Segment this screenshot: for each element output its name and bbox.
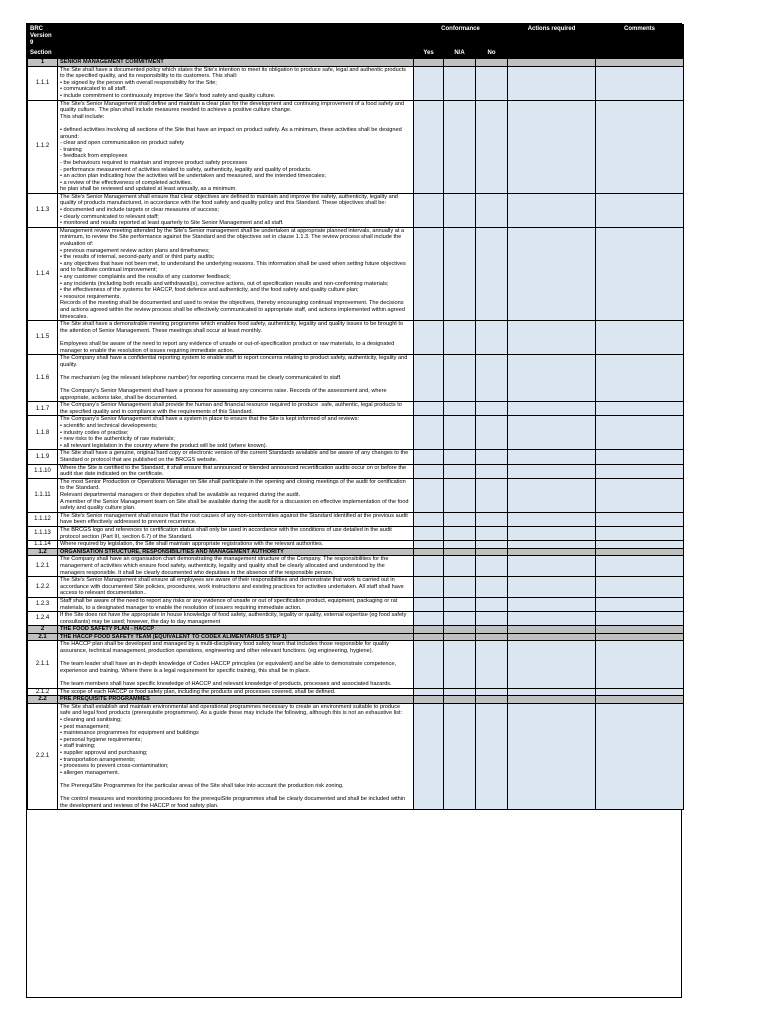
na-cell[interactable] — [444, 193, 476, 227]
requirement-row — [28, 66, 684, 100]
requirement-row — [28, 541, 684, 549]
na-cell[interactable] — [444, 355, 476, 402]
actions-required-cell[interactable] — [508, 577, 596, 598]
clause-number: 1.2.3 — [28, 597, 58, 611]
section-title: ORGANISATION STRUCTURE, RESPONSIBILITIES AND MANAGEMENT AUTHORITY — [58, 548, 414, 556]
actions-required-cell[interactable] — [508, 227, 596, 320]
na-cell[interactable] — [444, 556, 476, 577]
yes-cell[interactable] — [414, 416, 444, 450]
requirement-row — [28, 597, 684, 611]
na-header: N/A — [444, 49, 476, 59]
audit-checklist-sheet — [26, 23, 682, 998]
comments-cell[interactable] — [596, 355, 684, 402]
section-filler-cell — [414, 548, 444, 556]
section-filler-cell — [596, 59, 684, 67]
section-header: Section — [28, 49, 58, 59]
clause-number: 1.2.2 — [28, 577, 58, 598]
comments-cell[interactable] — [596, 402, 684, 416]
no-cell[interactable] — [476, 703, 508, 810]
section-filler-cell — [444, 626, 476, 634]
requirement-row — [28, 612, 684, 626]
section-filler-cell — [414, 626, 444, 634]
no-cell[interactable] — [476, 66, 508, 100]
requirement-text: The Site shall have a genuine, original hard copy or electronic version of the current Standards available and be aware of any changes to the Standard or protocol that are published on the BRCGS website. — [58, 450, 414, 464]
comments-cell[interactable] — [596, 450, 684, 464]
no-cell[interactable] — [476, 641, 508, 688]
clause-number: 1.1.4 — [28, 227, 58, 320]
no-cell[interactable] — [476, 321, 508, 355]
clause-number: 1.1.5 — [28, 321, 58, 355]
section-filler-cell — [508, 59, 596, 67]
na-cell[interactable] — [444, 464, 476, 478]
requirement-row — [28, 402, 684, 416]
requirement-row — [28, 641, 684, 688]
section-filler-cell — [414, 633, 444, 641]
no-cell[interactable] — [476, 355, 508, 402]
requirement-row — [28, 703, 684, 810]
requirement-row — [28, 464, 684, 478]
yes-cell[interactable] — [414, 464, 444, 478]
actions-required-cell[interactable] — [508, 321, 596, 355]
requirement-text: The HACCP plan shall be developed and managed by a multi-disciplinary food safety team that includes those responsible for quality assurance, technical management, production operations, engineering and other relevant functions. (eg engineering, hygiene). The team leader shall have an in-depth knowledge of Codex HACCP principles (or equivalent) and be able to demonstrate competence, experience and training. Where there is a legal requirement for specific training, this shall be in place. The team members shall have specific knowledge of HACCP and relevant knowledge of products, processes and associated hazards. — [58, 641, 414, 688]
na-cell[interactable] — [444, 450, 476, 464]
actions-required-cell[interactable] — [508, 100, 596, 193]
clause-number: 1.2.4 — [28, 612, 58, 626]
actions-required-cell[interactable] — [508, 193, 596, 227]
requirement-row — [28, 321, 684, 355]
actions-required-cell[interactable] — [508, 464, 596, 478]
requirement-text: The Site's Senior Management shall ensure that clear objectives are defined to maintain and improve the safety, authenticity, legality and quality of products manufactured, in accordance with the food safety and quality policy and this Standard. These objectives shall be: • documented and include targets or clear measures of success; • clearly communicated to relevant staff; • monitored and results reported at least quarterly to Site Senior Management and all staff. — [58, 193, 414, 227]
requirement-row — [28, 193, 684, 227]
yes-cell[interactable] — [414, 577, 444, 598]
na-cell[interactable] — [444, 597, 476, 611]
doc-title: BRC Version 9 — [28, 25, 58, 49]
comments-cell[interactable] — [596, 641, 684, 688]
requirement-row — [28, 526, 684, 540]
section-title: PRE PREQUISITE PROGRAMMES — [58, 696, 414, 704]
yes-cell[interactable] — [414, 556, 444, 577]
clause-number: 1.1.9 — [28, 450, 58, 464]
yes-cell[interactable] — [414, 526, 444, 540]
section-number: 2.1 — [28, 633, 58, 641]
checklist-body — [28, 59, 684, 810]
actions-required-cell[interactable] — [508, 597, 596, 611]
yes-cell[interactable] — [414, 641, 444, 688]
clause-number: 2.2.1 — [28, 703, 58, 810]
section-filler-cell — [596, 626, 684, 634]
no-cell[interactable] — [476, 556, 508, 577]
requirement-text: The most Senior Production or Operations Manager on Site shall participate in the opening and closing meetings of the audit for certification to the Standard. Relevant departmental managers or their deputies shall be available as required during the audit. A member of the Senior Management team on Site shall be available during the audit for a discussion on effective implementation of the food safety and quality culture plan. — [58, 478, 414, 512]
comments-cell[interactable] — [596, 703, 684, 810]
clause-number: 1.1.2 — [28, 100, 58, 193]
comments-cell[interactable] — [596, 597, 684, 611]
requirement-row — [28, 227, 684, 320]
yes-cell[interactable] — [414, 450, 444, 464]
clause-number: 2.1.2 — [28, 688, 58, 696]
requirement-text: Management review meeting attended by the Site's Senior management shall be undertaken at appropriate planned intervals, annually at a minimum, to review the Site performance against the Standard and the objectives set in clause 1.1.3. The review process shall include the evaluation of: • previous management review action plans and timeframes; • the results of internal, second-party and/ or third party audits; • any objectives that have not been met, to understand the underlying reasons. This information shall be used when setting future objectives and to facilitate continual improvement; • any customer complaints and the results of any customer feedback; • any incidents (including both recalls and withdrawal(s), corrective actions, out of specification results and non-conforming materials; • the effectiveness of the systems for HACCP, food defence and authenticity, and the food safety and quality culture plan; • resource requirements. Records of the meeting shall be documented and used to revise the objectives, thereby encouraging continual improvement. The decisions and actions agreed within the review process shall be effectively communicated to appropriate staff, and actions implemented within agreed timescales. — [58, 227, 414, 320]
section-number: 1 — [28, 59, 58, 67]
na-cell[interactable] — [444, 66, 476, 100]
blank-header — [596, 49, 684, 59]
requirement-text: The Site shall establish and maintain environmental and operational programmes necessary to create an environment suitable to produce safe and legal food products (prerequisite programmes). As a guide these may include the following, although this is not an exhaustive list: • cleaning and sanitising; • pest management; • maintenance programmes for equipment and buildings • personal hygiene requirements; • staff training; • supplier approval and purchasing; • transportation arrangements; • processes to prevent cross-contamination; • allergen management. The PrerequiSite Programmes for the particular areas of the Site shall take into account the production risk zoning. The control measures and monitoring procedures for the prerequiSite programmes shall be clearly documented and shall be included within the development and reviews of the HACCP or food safety plan. — [58, 703, 414, 810]
yes-cell[interactable] — [414, 321, 444, 355]
na-cell[interactable] — [444, 512, 476, 526]
requirement-text: The Company shall have a confidential reporting system to enable staff to report concerns relating to product safety, authenticity, legality and quality. The mechanism (eg the relevant telephone number) for reporting concerns must be clearly communicated to staff. The Company's Senior Management shall have a process for assessing any concerns raise. Records of the assessment and, where appropriate, actions take, shall be documented. — [58, 355, 414, 402]
comments-cell[interactable] — [596, 556, 684, 577]
yes-cell[interactable] — [414, 66, 444, 100]
clause-number: 1.1.10 — [28, 464, 58, 478]
comments-cell[interactable] — [596, 688, 684, 696]
yes-cell[interactable] — [414, 193, 444, 227]
na-cell[interactable] — [444, 641, 476, 688]
section-filler-cell — [508, 696, 596, 704]
clause-number: 1.1.11 — [28, 478, 58, 512]
actions-required-cell[interactable] — [508, 450, 596, 464]
comments-cell[interactable] — [596, 416, 684, 450]
requirement-row — [28, 478, 684, 512]
no-header: No — [476, 49, 508, 59]
no-cell[interactable] — [476, 416, 508, 450]
clause-number: 1.1.13 — [28, 526, 58, 540]
section-filler-cell — [444, 548, 476, 556]
section-title: SENIOR MANAGEMENT COMMITMENT — [58, 59, 414, 67]
actions-required-cell[interactable] — [508, 641, 596, 688]
actions-required-cell[interactable] — [508, 688, 596, 696]
no-cell[interactable] — [476, 612, 508, 626]
clause-number: 1.1.12 — [28, 512, 58, 526]
requirement-text: If the Site does not have the appropriate in house knowledge of food safety, authenticity, legality or quality, external expertise (eg food safety consultants) may be used; however, the day to day management — [58, 612, 414, 626]
na-cell[interactable] — [444, 612, 476, 626]
comments-cell[interactable] — [596, 100, 684, 193]
section-filler-cell — [444, 696, 476, 704]
na-cell[interactable] — [444, 321, 476, 355]
na-cell[interactable] — [444, 703, 476, 810]
blank-header — [58, 25, 414, 49]
clause-number: 1.1.6 — [28, 355, 58, 402]
section-filler-cell — [476, 696, 508, 704]
na-cell[interactable] — [444, 100, 476, 193]
audit-checklist-table — [27, 24, 684, 810]
yes-cell[interactable] — [414, 227, 444, 320]
na-cell[interactable] — [444, 688, 476, 696]
comments-cell[interactable] — [596, 321, 684, 355]
section-filler-cell — [476, 633, 508, 641]
header-row-bottom — [28, 49, 684, 59]
section-heading-row — [28, 548, 684, 556]
no-cell[interactable] — [476, 478, 508, 512]
section-filler-cell — [596, 548, 684, 556]
clause-number: 2.1.1 — [28, 641, 58, 688]
na-cell[interactable] — [444, 577, 476, 598]
section-filler-cell — [414, 59, 444, 67]
clause-number: 1.1.3 — [28, 193, 58, 227]
actions-required-cell[interactable] — [508, 556, 596, 577]
na-cell[interactable] — [444, 416, 476, 450]
actions-required-cell[interactable] — [508, 612, 596, 626]
comments-header: Comments — [596, 25, 684, 49]
section-filler-cell — [508, 548, 596, 556]
section-filler-cell — [476, 626, 508, 634]
blank-header — [58, 49, 414, 59]
actions-required-cell[interactable] — [508, 703, 596, 810]
clause-number: 1.1.7 — [28, 402, 58, 416]
yes-cell[interactable] — [414, 478, 444, 512]
section-filler-cell — [508, 626, 596, 634]
comments-cell[interactable] — [596, 577, 684, 598]
yes-cell[interactable] — [414, 402, 444, 416]
comments-cell[interactable] — [596, 227, 684, 320]
requirement-row — [28, 416, 684, 450]
comments-cell[interactable] — [596, 66, 684, 100]
requirement-text: The Site shall have a documented policy which states the Site's intention to meet its obligation to produce safe, legal and authentic products to the specified quality, and its responsibility to its customers. This shall: • be signed by the person with overall responsibility for the Site; • communicated to all staff. • include commitment to continuously improve the Site's food safety and quality culture. — [58, 66, 414, 100]
no-cell[interactable] — [476, 512, 508, 526]
section-filler-cell — [414, 696, 444, 704]
requirement-row — [28, 100, 684, 193]
header-row-top — [28, 25, 684, 49]
requirement-row — [28, 355, 684, 402]
requirement-row — [28, 688, 684, 696]
no-cell[interactable] — [476, 526, 508, 540]
section-title: THE HACCP FOOD SAFETY TEAM (EQUIVALENT TO CODEX ALIMENTARIUS STEP 1) — [58, 633, 414, 641]
actions-required-cell[interactable] — [508, 512, 596, 526]
section-filler-cell — [596, 696, 684, 704]
section-heading-row — [28, 633, 684, 641]
no-cell[interactable] — [476, 450, 508, 464]
requirement-text: The Company shall have an organisation chart demonstrating the management structure of the Company. The responsibilities for the management of activities which ensure food safety, authenticity, legality and quality shall be clearly allocated and understood by the managers responsible. It shall be clearly documented who deputises in the absence of the responsible person. — [58, 556, 414, 577]
actions-header: Actions required — [508, 25, 596, 49]
na-cell[interactable] — [444, 526, 476, 540]
yes-cell[interactable] — [414, 688, 444, 696]
yes-cell[interactable] — [414, 541, 444, 549]
requirement-text: The Site shall have a demonstrable meeting programme which enables food safety, authenticity, legality and quality issues to be brought to the attention of Senior Management. These meetings shall occur at least monthly. Employees shall be aware of the need to report any evidence of unsafe or out-of-specification product or raw materials, to a designated manager to enable the resolution of issues requiring immediate action. — [58, 321, 414, 355]
actions-required-cell[interactable] — [508, 541, 596, 549]
comments-cell[interactable] — [596, 526, 684, 540]
section-number: 2 — [28, 626, 58, 634]
yes-cell[interactable] — [414, 612, 444, 626]
requirement-text: The Site's Senior Management shall ensure all employees are aware of their responsibilities and demonstrate that work is carried out in accordance with documented Site policies, procedures, work instructions and existing practices for activities undertaken. All staff shall have access to relevant documentation.. — [58, 577, 414, 598]
comments-cell[interactable] — [596, 464, 684, 478]
actions-required-cell[interactable] — [508, 402, 596, 416]
no-cell[interactable] — [476, 193, 508, 227]
yes-cell[interactable] — [414, 512, 444, 526]
yes-cell[interactable] — [414, 355, 444, 402]
requirement-text: The Site's Senior management shall ensure that the root causes of any non-conformities against the Standard identified at the previous audit have been effectively addressed to prevent recurrence. — [58, 512, 414, 526]
no-cell[interactable] — [476, 597, 508, 611]
requirement-row — [28, 577, 684, 598]
yes-cell[interactable] — [414, 597, 444, 611]
no-cell[interactable] — [476, 541, 508, 549]
actions-required-cell[interactable] — [508, 66, 596, 100]
section-number: 2.2 — [28, 696, 58, 704]
no-cell[interactable] — [476, 227, 508, 320]
requirement-row — [28, 512, 684, 526]
section-filler-cell — [476, 59, 508, 67]
clause-number: 1.1.1 — [28, 66, 58, 100]
requirement-text: The Company's Senior Management shall have a system in place to ensure that the Site is kept informed of and reviews: • scientific and technical developments; • industry codes of practise; • new risks to the authenticity of raw materials; • all relevant legislation in the country where the product will be sold (where known). — [58, 416, 414, 450]
clause-number: 1.2.1 — [28, 556, 58, 577]
requirement-row — [28, 556, 684, 577]
comments-cell[interactable] — [596, 541, 684, 549]
requirement-text: Where required by legislation, the Site shall maintain appropriate registrations with the relevant authorities. — [58, 541, 414, 549]
section-filler-cell — [596, 633, 684, 641]
actions-required-cell[interactable] — [508, 416, 596, 450]
comments-cell[interactable] — [596, 512, 684, 526]
section-filler-cell — [476, 548, 508, 556]
yes-header: Yes — [414, 49, 444, 59]
section-filler-cell — [444, 633, 476, 641]
comments-cell[interactable] — [596, 193, 684, 227]
section-filler-cell — [508, 633, 596, 641]
section-heading-row — [28, 626, 684, 634]
na-cell[interactable] — [444, 541, 476, 549]
na-cell[interactable] — [444, 478, 476, 512]
actions-required-cell[interactable] — [508, 478, 596, 512]
section-heading-row — [28, 59, 684, 67]
section-number: 1.2 — [28, 548, 58, 556]
requirement-text: The scope of each HACCP or food safety plan, including the products and processes covered, shall be defined. — [58, 688, 414, 696]
conformance-header: Conformance — [414, 25, 508, 49]
requirement-text: Staff shall be aware of the need to report any risks or any evidence of unsafe or out of specification product, equipment, packaging or rat materials, to a designated manager to enable the resolution of issuers requiring immediate action. — [58, 597, 414, 611]
na-cell[interactable] — [444, 227, 476, 320]
blank-header — [508, 49, 596, 59]
section-heading-row — [28, 696, 684, 704]
no-cell[interactable] — [476, 100, 508, 193]
no-cell[interactable] — [476, 464, 508, 478]
no-cell[interactable] — [476, 402, 508, 416]
requirement-text: The Company's Senior Management shall provide the human and financial resource required to produce safe, authentic, legal products to the specified quality and in compliance with the requirements of this Standard. — [58, 402, 414, 416]
actions-required-cell[interactable] — [508, 355, 596, 402]
yes-cell[interactable] — [414, 100, 444, 193]
comments-cell[interactable] — [596, 612, 684, 626]
clause-number: 1.1.8 — [28, 416, 58, 450]
section-title: THE FOOD SAFETY PLAN - HACCP — [58, 626, 414, 634]
comments-cell[interactable] — [596, 478, 684, 512]
actions-required-cell[interactable] — [508, 526, 596, 540]
na-cell[interactable] — [444, 402, 476, 416]
section-filler-cell — [444, 59, 476, 67]
clause-number: 1.1.14 — [28, 541, 58, 549]
requirement-text: The Site's Senior Management shall define and maintain a clear plan for the development and continuing improvement of a food safety and quality culture. The plan shall include measures needed to achieve a positive culture change. This shall include: • defined activities involving all sections of the Site that have an impact on product safety. As a minimum, these activities shall be designed around: - clear and open communication on product safety - training - feedback from employees - the behaviours required to maintain and improve product safety processes - performance measurement of activities related to safety, authenticity, legality and quality of products. • an action plan indicating how the activities will be undertaken and measured, and the intended timescales; • a review of the effectiveness of completed activities. he plan shall be reviewed and updated at least annually, as a minimum. — [58, 100, 414, 193]
requirement-row — [28, 450, 684, 464]
yes-cell[interactable] — [414, 703, 444, 810]
no-cell[interactable] — [476, 577, 508, 598]
requirement-text: Where the Site is certified to the Standard, it shall ensure that announced or blended announced recertification audits occur on or before the audit due date indicated on the certificate. — [58, 464, 414, 478]
no-cell[interactable] — [476, 688, 508, 696]
requirement-text: The BRCGS logo and references to certification status shall only be used in accordance with the conditions of use detailed in the audit protocol section (Part III, section 6.7) of the Standard. — [58, 526, 414, 540]
